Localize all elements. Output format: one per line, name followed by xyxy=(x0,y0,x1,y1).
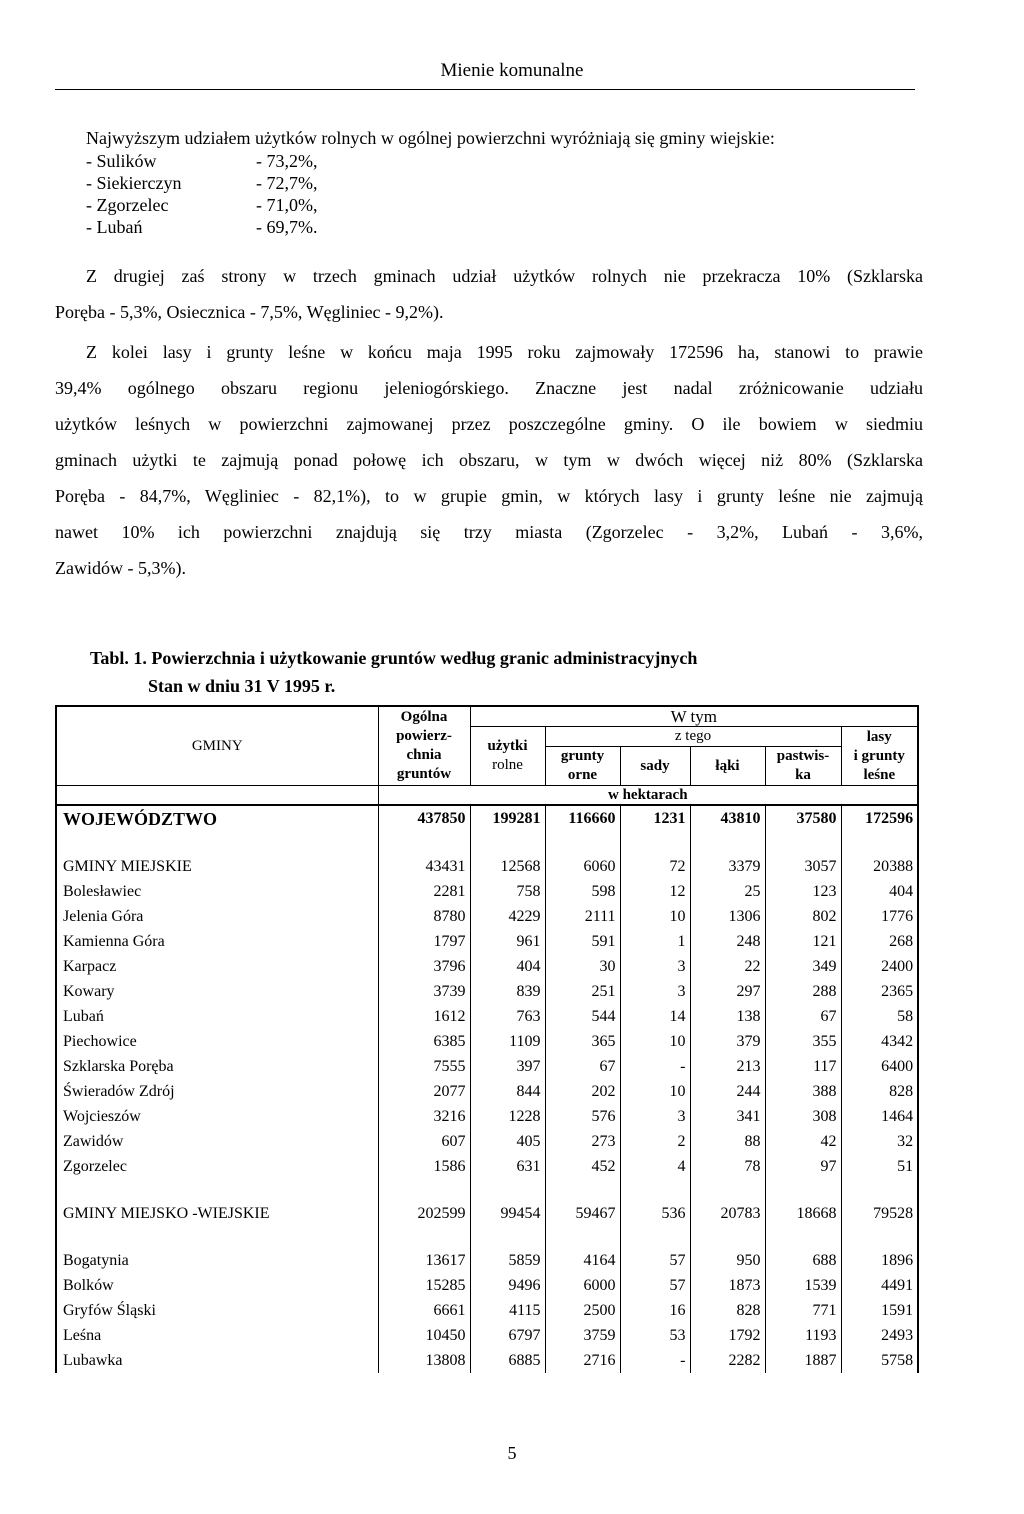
table-cell: 3057 xyxy=(765,854,841,879)
table-cell: 6060 xyxy=(545,854,620,879)
table-cell: 950 xyxy=(690,1248,765,1273)
table-row-total xyxy=(56,805,918,832)
table-cell: 3216 xyxy=(378,1104,470,1129)
table-subcaption: Stan w dniu 31 V 1995 r. xyxy=(148,676,336,696)
table-cell: 349 xyxy=(765,954,841,979)
table-cell: 536 xyxy=(620,1201,690,1226)
paragraph-line: Poręba - 84,7%, Węgliniec - 82,1%), to w grupie gmin, w których lasy i grunty leśne nie zajmują xyxy=(55,486,923,506)
table-cell: 2077 xyxy=(378,1079,470,1104)
table-row xyxy=(56,1129,918,1154)
table-cell: 7555 xyxy=(378,1054,470,1079)
table-cell: 379 xyxy=(690,1029,765,1054)
table-cell: 3739 xyxy=(378,979,470,1004)
page-number: 5 xyxy=(507,1443,517,1463)
table-cell: 10 xyxy=(620,1029,690,1054)
table-cell: 4342 xyxy=(841,1029,918,1054)
table-cell: 248 xyxy=(690,929,765,954)
table-cell: 97 xyxy=(765,1154,841,1179)
paragraph-agricultural xyxy=(55,258,923,330)
table-cell: 79528 xyxy=(841,1201,918,1226)
table-cell: 13808 xyxy=(378,1348,470,1373)
table-cell: 1109 xyxy=(470,1029,545,1054)
table-cell: 2400 xyxy=(841,954,918,979)
table-cell: 268 xyxy=(841,929,918,954)
row-name: Zawidów xyxy=(56,1129,378,1154)
row-name: Kamienna Góra xyxy=(56,929,378,954)
table-cell: 341 xyxy=(690,1104,765,1129)
column-header-gminy: GMINY xyxy=(56,706,378,786)
row-name: Lubań xyxy=(56,1004,378,1029)
table-cell: 405 xyxy=(470,1129,545,1154)
table-cell: 591 xyxy=(545,929,620,954)
table-cell: 404 xyxy=(470,954,545,979)
row-name: Gryfów Śląski xyxy=(56,1298,378,1323)
running-header: Mienie komunalne xyxy=(440,60,584,81)
list-item-value: - 72,7%, xyxy=(256,173,318,193)
table-row xyxy=(56,1273,918,1298)
table-cell: 72 xyxy=(620,854,690,879)
table-cell: 67 xyxy=(545,1054,620,1079)
table-cell: 3 xyxy=(620,954,690,979)
table-cell: 308 xyxy=(765,1104,841,1129)
table-cell: 828 xyxy=(690,1298,765,1323)
table-cell: 2493 xyxy=(841,1323,918,1348)
table-row xyxy=(56,904,918,929)
table-cell: 1586 xyxy=(378,1154,470,1179)
table-cell: 25 xyxy=(690,879,765,904)
table-cell: 12 xyxy=(620,879,690,904)
table-cell: 1539 xyxy=(765,1273,841,1298)
table-cell: 57 xyxy=(620,1248,690,1273)
table-cell: 14 xyxy=(620,1004,690,1029)
table-cell: 2500 xyxy=(545,1298,620,1323)
table-cell: 828 xyxy=(841,1079,918,1104)
table-cell: 2281 xyxy=(378,879,470,904)
list-item-value: - 71,0%, xyxy=(256,195,318,215)
table-cell: 688 xyxy=(765,1248,841,1273)
table-cell: 397 xyxy=(470,1054,545,1079)
paragraph-line: gminach użytki te zajmują ponad połowę ich obszaru, w tym w dwóch więcej niż 80% (Szklarska xyxy=(55,450,923,470)
table-cell: 12568 xyxy=(470,854,545,879)
table-row xyxy=(56,1298,918,1323)
table-cell: 5758 xyxy=(841,1348,918,1373)
table-cell: 121 xyxy=(765,929,841,954)
paragraph-line: Z drugiej zaś strony w trzech gminach udział użytków rolnych nie przekracza 10% (Szklarska xyxy=(86,266,923,286)
table-row-group xyxy=(56,854,918,879)
table-cell: 3379 xyxy=(690,854,765,879)
paragraph-forests xyxy=(55,334,923,586)
table-cell: 3796 xyxy=(378,954,470,979)
table-cell: 244 xyxy=(690,1079,765,1104)
table-cell: 404 xyxy=(841,879,918,904)
list-item-name: - Zgorzelec xyxy=(86,195,169,215)
unit-label: w hektarach xyxy=(378,786,918,806)
table-cell: 5859 xyxy=(470,1248,545,1273)
table-cell: 2282 xyxy=(690,1348,765,1373)
list-item-value: - 69,7%. xyxy=(256,217,318,237)
table-cell: 88 xyxy=(690,1129,765,1154)
table-cell: 1464 xyxy=(841,1104,918,1129)
table-cell: 388 xyxy=(765,1079,841,1104)
table-cell: 365 xyxy=(545,1029,620,1054)
table-cell: 57 xyxy=(620,1273,690,1298)
table-cell: 138 xyxy=(690,1004,765,1029)
table-cell: 961 xyxy=(470,929,545,954)
table-cell: 4491 xyxy=(841,1273,918,1298)
paragraph-line: nawet 10% ich powierzchni znajdują się trzy miasta (Zgorzelec - 3,2%, Lubań - 3,6%, xyxy=(55,522,923,542)
table-cell: 1612 xyxy=(378,1004,470,1029)
table-cell: 1792 xyxy=(690,1323,765,1348)
table-cell: 78 xyxy=(690,1154,765,1179)
table-row xyxy=(56,1079,918,1104)
table-cell: 53 xyxy=(620,1323,690,1348)
table-caption: Tabl. 1. Powierzchnia i użytkowanie gruntów według granic administracyjnych xyxy=(90,648,698,668)
table-cell: 18668 xyxy=(765,1201,841,1226)
row-name: Jelenia Góra xyxy=(56,904,378,929)
table-cell: 30 xyxy=(545,954,620,979)
table-cell: 763 xyxy=(470,1004,545,1029)
table-row xyxy=(56,954,918,979)
table-row xyxy=(56,1004,918,1029)
row-name: Leśna xyxy=(56,1323,378,1348)
table-cell: - xyxy=(620,1348,690,1373)
table-cell: 758 xyxy=(470,879,545,904)
column-header-ogolna: Ogólna powierz- chnia gruntów xyxy=(378,706,470,786)
table-cell: 6797 xyxy=(470,1323,545,1348)
table-cell: 631 xyxy=(470,1154,545,1179)
table-cell: 251 xyxy=(545,979,620,1004)
table-cell: 16 xyxy=(620,1298,690,1323)
table-cell: 213 xyxy=(690,1054,765,1079)
table-cell: - xyxy=(620,1054,690,1079)
table-cell: 2365 xyxy=(841,979,918,1004)
table-cell: 437850 xyxy=(378,805,470,832)
table-cell: 42 xyxy=(765,1129,841,1154)
column-header-w-tym: W tym xyxy=(470,706,918,727)
table-cell: 6661 xyxy=(378,1298,470,1323)
table-cell: 2716 xyxy=(545,1348,620,1373)
table-cell: 116660 xyxy=(545,805,620,832)
paragraph-line: 39,4% ogólnego obszaru regionu jeleniogórskiego. Znaczne jest nadal zróżnicowanie udziału xyxy=(55,378,923,398)
column-header-laki: łąki xyxy=(690,747,765,786)
table-cell: 1193 xyxy=(765,1323,841,1348)
table-row xyxy=(56,1154,918,1179)
table-cell: 576 xyxy=(545,1104,620,1129)
table-row xyxy=(56,879,918,904)
list-item-name: - Sulików xyxy=(86,151,157,171)
table-cell: 202599 xyxy=(378,1201,470,1226)
table-cell: 58 xyxy=(841,1004,918,1029)
table-cell: 13617 xyxy=(378,1248,470,1273)
table-cell: 43431 xyxy=(378,854,470,879)
row-name: Kowary xyxy=(56,979,378,1004)
column-header-sady: sady xyxy=(620,747,690,786)
row-name: GMINY MIEJSKO -WIEJSKIE xyxy=(56,1201,378,1226)
table-cell: 51 xyxy=(841,1154,918,1179)
table-cell: 839 xyxy=(470,979,545,1004)
table-cell: 2111 xyxy=(545,904,620,929)
table-cell: 1 xyxy=(620,929,690,954)
column-header-lasy: lasy i grunty leśne xyxy=(841,727,918,786)
table-cell: 99454 xyxy=(470,1201,545,1226)
intro-sentence: Najwyższym udziałem użytków rolnych w ogólnej powierzchni wyróżniają się gminy wiejskie: xyxy=(86,128,775,148)
table-cell: 273 xyxy=(545,1129,620,1154)
table-row xyxy=(56,1104,918,1129)
list-item-name: - Siekierczyn xyxy=(86,173,182,193)
table-cell: 1873 xyxy=(690,1273,765,1298)
table-cell: 37580 xyxy=(765,805,841,832)
table-cell: 9496 xyxy=(470,1273,545,1298)
table-cell: 1231 xyxy=(620,805,690,832)
list-item-name: - Lubań xyxy=(86,217,143,237)
table-cell: 4229 xyxy=(470,904,545,929)
table-cell: 67 xyxy=(765,1004,841,1029)
land-use-table xyxy=(55,705,919,1373)
table-cell: 355 xyxy=(765,1029,841,1054)
table-cell: 1228 xyxy=(470,1104,545,1129)
row-name: Wojcieszów xyxy=(56,1104,378,1129)
table-cell: 544 xyxy=(545,1004,620,1029)
row-name: Bolków xyxy=(56,1273,378,1298)
table-cell: 123 xyxy=(765,879,841,904)
table-cell: 6400 xyxy=(841,1054,918,1079)
table-cell: 2 xyxy=(620,1129,690,1154)
table-cell: 1887 xyxy=(765,1348,841,1373)
table-cell: 4115 xyxy=(470,1298,545,1323)
table-row xyxy=(56,1029,918,1054)
paragraph-line: Z kolei lasy i grunty leśne w końcu maja 1995 roku zajmowały 172596 ha, stanowi to prawie xyxy=(86,342,923,362)
table-cell: 59467 xyxy=(545,1201,620,1226)
table-cell: 32 xyxy=(841,1129,918,1154)
row-name: Szklarska Poręba xyxy=(56,1054,378,1079)
column-header-uzytki: użytki rolne xyxy=(470,727,545,786)
table-row xyxy=(56,1054,918,1079)
row-name: Bogatynia xyxy=(56,1248,378,1273)
row-name: WOJEWÓDZTWO xyxy=(56,805,378,832)
table-cell: 452 xyxy=(545,1154,620,1179)
column-header-pastwiska: pastwis- ka xyxy=(765,747,841,786)
table-cell: 3 xyxy=(620,1104,690,1129)
table-cell: 202 xyxy=(545,1079,620,1104)
row-name: Świeradów Zdrój xyxy=(56,1079,378,1104)
table-cell: 6885 xyxy=(470,1348,545,1373)
list-item-value: - 73,2%, xyxy=(256,151,318,171)
row-name: GMINY MIEJSKIE xyxy=(56,854,378,879)
table-cell: 3 xyxy=(620,979,690,1004)
table-cell: 6000 xyxy=(545,1273,620,1298)
table-row xyxy=(56,979,918,1004)
table-cell: 15285 xyxy=(378,1273,470,1298)
table-row xyxy=(56,1348,918,1373)
table-cell: 1797 xyxy=(378,929,470,954)
table-cell: 771 xyxy=(765,1298,841,1323)
table-cell: 1776 xyxy=(841,904,918,929)
row-name: Zgorzelec xyxy=(56,1154,378,1179)
table-cell: 1306 xyxy=(690,904,765,929)
table-cell: 10 xyxy=(620,904,690,929)
column-header-z-tego: z tego xyxy=(545,727,841,747)
table-cell: 20783 xyxy=(690,1201,765,1226)
paragraph-line: Poręba - 5,3%, Osiecznica - 7,5%, Węgliniec - 9,2%). xyxy=(55,302,444,322)
header-rule xyxy=(55,89,915,90)
row-name: Bolesławiec xyxy=(56,879,378,904)
table-cell: 3759 xyxy=(545,1323,620,1348)
table-cell: 22 xyxy=(690,954,765,979)
row-name: Karpacz xyxy=(56,954,378,979)
table-cell: 6385 xyxy=(378,1029,470,1054)
table-cell: 598 xyxy=(545,879,620,904)
table-row-group xyxy=(56,1201,918,1226)
table-cell: 844 xyxy=(470,1079,545,1104)
table-cell: 172596 xyxy=(841,805,918,832)
table-cell: 297 xyxy=(690,979,765,1004)
table-cell: 117 xyxy=(765,1054,841,1079)
column-header-grunty: grunty orne xyxy=(545,747,620,786)
table-cell: 20388 xyxy=(841,854,918,879)
table-cell: 10450 xyxy=(378,1323,470,1348)
paragraph-line: użytków leśnych w powierzchni zajmowanej przez poszczególne gminy. O ile bowiem w siedmiu xyxy=(55,414,923,434)
row-name: Piechowice xyxy=(56,1029,378,1054)
paragraph-line: Zawidów - 5,3%). xyxy=(55,558,186,578)
table-row xyxy=(56,929,918,954)
table-row xyxy=(56,1248,918,1273)
row-name: Lubawka xyxy=(56,1348,378,1373)
table-cell: 288 xyxy=(765,979,841,1004)
table-cell: 199281 xyxy=(470,805,545,832)
table-cell: 4164 xyxy=(545,1248,620,1273)
table-cell: 10 xyxy=(620,1079,690,1104)
table-cell: 43810 xyxy=(690,805,765,832)
table-cell: 1591 xyxy=(841,1298,918,1323)
table-cell: 8780 xyxy=(378,904,470,929)
table-row xyxy=(56,1323,918,1348)
table-cell: 607 xyxy=(378,1129,470,1154)
table-cell: 4 xyxy=(620,1154,690,1179)
table-cell: 802 xyxy=(765,904,841,929)
table-cell: 1896 xyxy=(841,1248,918,1273)
